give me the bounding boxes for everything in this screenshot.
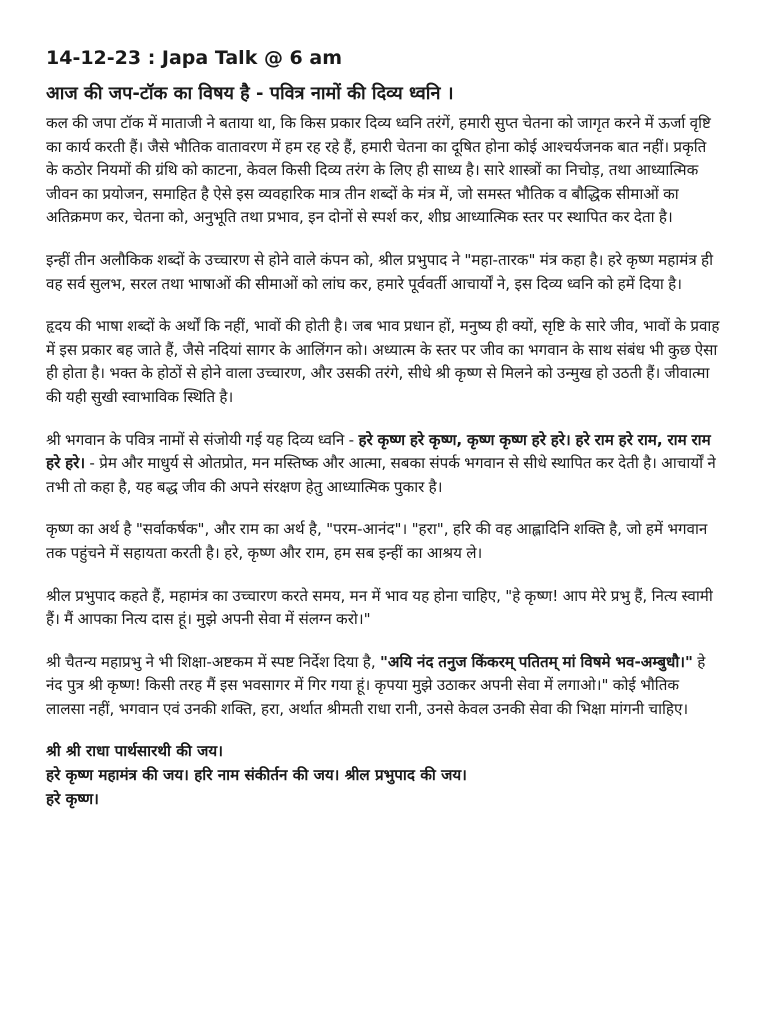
closing-line-2: हरे कृष्ण महामंत्र की जय। हरि नाम संकीर्तन की जय। श्रील प्रभुपाद की जय। bbox=[46, 766, 467, 785]
closing-line-1: श्री श्री राधा पार्थसारथी की जय। bbox=[46, 742, 223, 761]
topic-heading: आज की जप-टॉक का विषय है - पवित्र नामों की दिव्य ध्वनि । bbox=[46, 83, 454, 104]
closing-line-3: हरे कृष्ण। bbox=[46, 789, 99, 808]
paragraph-7 bbox=[46, 651, 722, 722]
date-title: 14-12-23 : Japa Talk @ 6 am bbox=[46, 47, 343, 69]
paragraph-4 bbox=[46, 429, 722, 500]
document-page bbox=[46, 44, 722, 811]
paragraph-4-rest: - प्रेम और माधुर्य से ओतप्रोत, मन मस्तिष्क और आत्मा, सबका संपर्क भगवान से सीधे स्थापित कर देती है। आचार्यों ने तभी तो कहा है, यह बद्ध जीव की अपने संरक्षण हेतु आध्यात्मिक पुकार है। bbox=[46, 454, 716, 496]
shikshashtakam-verse: "अयि नंद तनुज किंकरम् पतितम् मां विषमे भव-अम्बुधौ।" bbox=[379, 652, 693, 671]
paragraph-3: हृदय की भाषा शब्दों के अर्थों कि नहीं, भावों की होती है। जब भाव प्रधान हों, मनुष्य ही क्यों, सृष्टि के सारे जीव, भावों के प्रवाह में इस प्रकार बह जाते हैं, जैसे नदियां सागर के आलिंगन को। अध्यात्म के स्तर पर जीव का भगवान के साथ संबंध भी कुछ ऐसा ही होता है। भक्त के होठों से होने वाला उच्चारण, और उसकी तरंगे, सीधे श्री कृष्ण से मिलने को उन्मुख हो उठती हैं। जीवात्मा की यही सुखी स्वाभाविक स्थिति है। bbox=[46, 317, 720, 406]
paragraph-4-intro: श्री भगवान के पवित्र नामों से संजोयी गई यह दिव्य ध्वनि - bbox=[46, 430, 359, 449]
paragraph-1: कल की जपा टॉक में माताजी ने बताया था, कि किस प्रकार दिव्य ध्वनि तरंगें, हमारी सुप्त चेतना को जागृत करने में ऊर्जा वृष्टि का कार्य करती हैं। जैसे भौतिक वातावरण में हम रह रहे हैं, हमारी चेतना का दूषित होना कोई आश्चर्यजनक बात नहीं। प्रकृति के कठोर नियमों की ग्रंथि को काटना, केवल किसी दिव्य तरंग के लिए ही साध्य है। सारे शास्त्रों का निचोड़, तथा आध्यात्मिक जीवन का प्रयोजन, समाहित है ऐसे इस व्यवहारिक मात्र तीन शब्दों के मंत्र में, जो समस्त भौतिक व बौद्धिक सीमाओं का अतिक्रमण कर, चेतना को, अनुभूति तथा प्रभाव, इन दोनों से स्पर्श कर, शीघ्र आध्यात्मिक स्तर पर स्थापित कर देता है। bbox=[46, 114, 711, 227]
closing-salutations bbox=[46, 740, 722, 811]
paragraph-6: श्रील प्रभुपाद कहते हैं, महामंत्र का उच्चारण करते समय, मन में भाव यह होना चाहिए, "हे कृष्ण! आप मेरे प्रभु हैं, नित्य स्वामी हैं। मैं आपका नित्य दास हूं। मुझे अपनी सेवा में संलग्न करो।" bbox=[46, 586, 713, 629]
paragraph-2: इन्हीं तीन अलौकिक शब्दों के उच्चारण से होने वाले कंपन को, श्रील प्रभुपाद ने "महा-तारक" मंत्र कहा है। हरे कृष्ण महामंत्र ही वह सर्व सुलभ, सरल तथा भाषाओं की सीमाओं को लांघ कर, हमारे पूर्ववर्ती आचार्यों ने, इस दिव्य ध्वनि को हमें दिया है। bbox=[46, 250, 714, 293]
paragraph-5: कृष्ण का अर्थ है "सर्वाकर्षक", और राम का अर्थ है, "परम-आनंद"। "हरा", हरि की वह आह्लादिनि शक्ति है, जो हमें भगवान तक पहुंचने में सहायता करती है। हरे, कृष्ण और राम, हम सब इन्हीं का आश्रय ले। bbox=[46, 520, 708, 562]
paragraph-7-rest: हे नंद पुत्र श्री कृष्ण! किसी तरह मैं इस भवसागर में गिर गया हूं। कृपया मुझे उठाकर अपनी सेवा में लगाओ।" कोई भौतिक लालसा नहीं, भगवान एवं उनकी शक्ति, हरा, अर्थात श्रीमती राधा रानी, उनसे केवल उनकी सेवा की भिक्षा मांगनी चाहिए। bbox=[46, 652, 706, 718]
mahamantra-text: हरे कृष्ण हरे कृष्ण, कृष्ण कृष्ण हरे हरे। हरे राम हरे राम, राम राम हरे हरे। bbox=[46, 430, 711, 473]
paragraph-7-intro: श्री चैतन्य महाप्रभु ने भी शिक्षा-अष्टकम में स्पष्ट निर्देश दिया है, bbox=[46, 652, 380, 671]
